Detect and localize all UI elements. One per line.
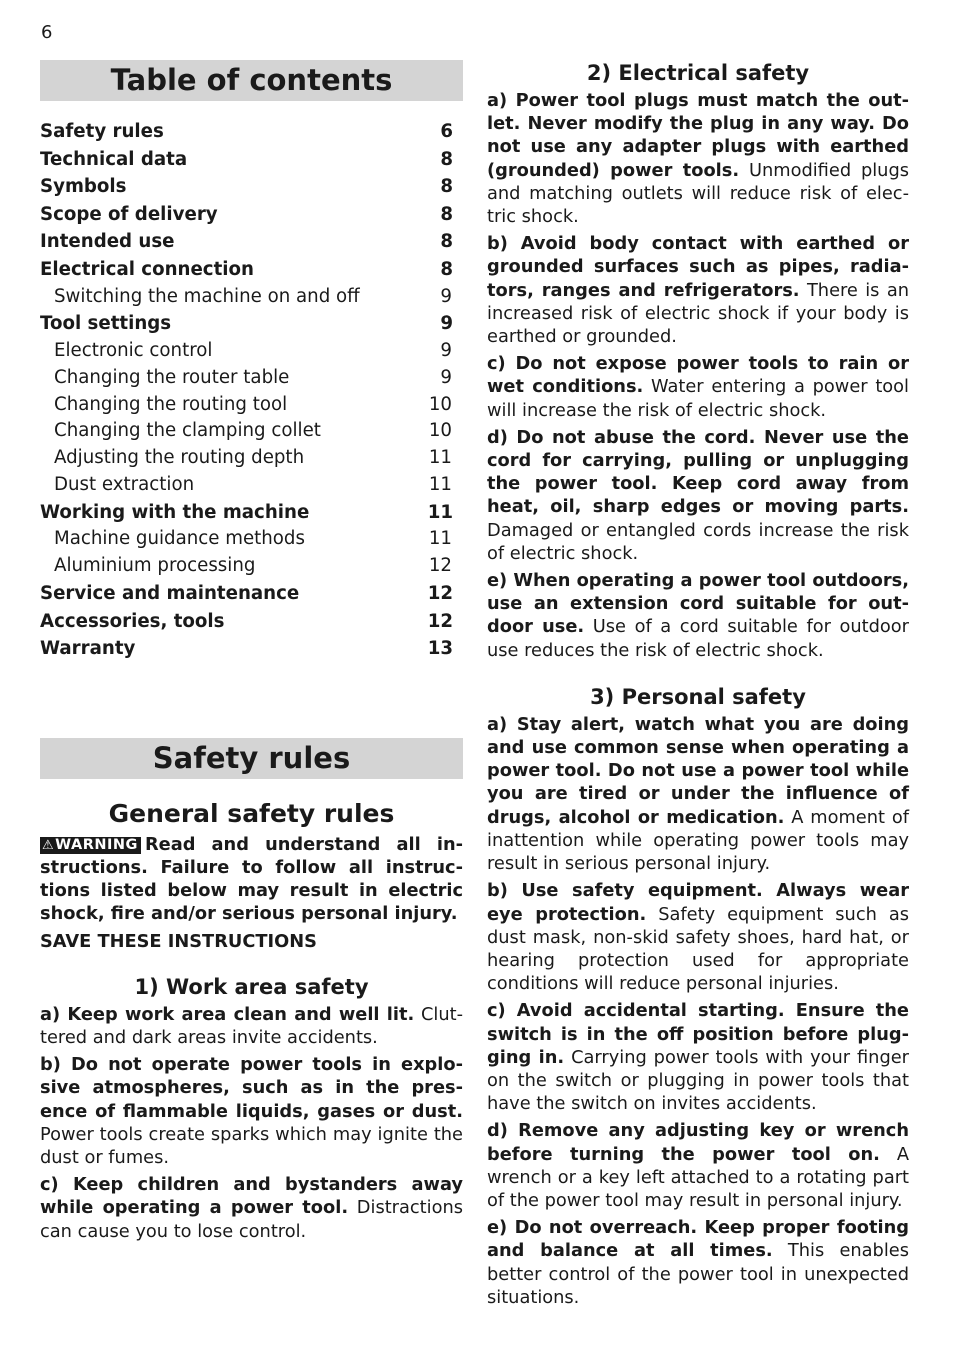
toc-subentry[interactable] bbox=[40, 445, 463, 472]
toc-entry-title: Service and maintenance bbox=[40, 582, 300, 604]
toc-subentry[interactable] bbox=[40, 526, 463, 553]
toc-subentry[interactable] bbox=[40, 365, 463, 392]
toc-entry-page: 11 bbox=[428, 528, 452, 550]
toc-entry[interactable] bbox=[40, 201, 463, 229]
toc-entry[interactable] bbox=[40, 580, 463, 608]
toc-entry-page: 6 bbox=[440, 121, 453, 142]
rule-bold: b) Do not operate power tools in explosive atmospheres, such as in the presence of flammable liquids, gases or dust. bbox=[40, 1054, 463, 1122]
rule-text: Cluttered and dark areas invite accidents. bbox=[40, 1003, 463, 1048]
toc-entry-title: Changing the clamping collet bbox=[54, 420, 321, 442]
rule-text: Unmodified plugs and matching outlets will reduce risk of electric shock. bbox=[487, 159, 909, 228]
rule-bold: a) Keep work area clean and well lit. bbox=[40, 1003, 415, 1025]
rule-text: Safety equipment such as dust mask, non-skid safety shoes, hard hat, or hearing protection used for appropriate conditions will reduce personal injuries. bbox=[487, 903, 909, 995]
rule-bold: c) Avoid accidental starting. Ensure the switch is in the off position before plugging in. bbox=[487, 1000, 909, 1068]
toc-title: Table of contents bbox=[40, 60, 463, 101]
rule-item bbox=[487, 999, 909, 1115]
toc-subentry[interactable] bbox=[40, 284, 463, 311]
toc-entry-page: 10 bbox=[428, 393, 452, 415]
toc-entry[interactable] bbox=[40, 118, 463, 146]
save-instructions bbox=[40, 930, 463, 953]
toc-entry[interactable] bbox=[40, 635, 463, 663]
toc-entry-title: Warranty bbox=[40, 638, 136, 660]
warning-badge bbox=[40, 837, 141, 854]
rule-item bbox=[40, 1173, 463, 1243]
rule-item bbox=[487, 1119, 909, 1212]
toc-entry[interactable] bbox=[40, 256, 463, 284]
toc-entry-page: 8 bbox=[440, 148, 453, 170]
warning-triangle-icon: ⚠ bbox=[42, 837, 55, 853]
rule-text: This enables better control of the power tool in unexpected situations. bbox=[487, 1240, 909, 1308]
rule-bold: a) Stay alert, watch what you are doing and use common sense when operating a power tool. Do not use a power tool while you are tired or under the influence of drugs, alcohol or medication. bbox=[487, 713, 909, 828]
toc-entry-page: 12 bbox=[428, 555, 452, 577]
toc-subentry[interactable] bbox=[40, 553, 463, 580]
rule-text: Distractions can cause you to lose control. bbox=[40, 1197, 463, 1242]
page-number: 6 bbox=[41, 22, 53, 43]
rule-bold: d) Remove any adjusting key or wrench before turning the power tool on. bbox=[487, 1120, 909, 1165]
rule-item bbox=[487, 89, 909, 228]
rule-bold: d) Do not abuse the cord. Never use the cord for carrying, pulling or unplugging the power tool. Keep cord away from heat, oil, sharp edges or moving parts. bbox=[487, 426, 909, 518]
toc-entry-title: Safety rules bbox=[40, 121, 164, 142]
toc-subentry[interactable] bbox=[40, 392, 463, 419]
rule-item bbox=[487, 426, 909, 565]
toc-entry[interactable] bbox=[40, 310, 463, 338]
toc-entry-page: 8 bbox=[440, 231, 453, 253]
toc-entry-page: 9 bbox=[440, 285, 452, 307]
toc-subentry[interactable] bbox=[40, 338, 463, 365]
rule-item bbox=[487, 232, 909, 348]
rule-text: Carrying power tools with your finger on the switch or plugging in power tools that have the switch on invites accidents. bbox=[487, 1046, 909, 1115]
toc-entry-title: Symbols bbox=[40, 176, 127, 198]
section-heading-electrical: 2) Electrical safety bbox=[586, 61, 810, 85]
toc-entry-title: Adjusting the routing depth bbox=[54, 447, 305, 469]
rule-item bbox=[487, 713, 909, 875]
right-column bbox=[487, 60, 909, 1309]
toc-entry[interactable] bbox=[40, 173, 463, 201]
toc-entry-title: Dust extraction bbox=[54, 473, 195, 495]
toc-entry-page: 8 bbox=[440, 203, 453, 225]
save-text: SAVE THESE INSTRUCTIONS bbox=[40, 930, 317, 952]
section-heading-work-area: 1) Work area safety bbox=[134, 974, 369, 999]
rule-item bbox=[487, 879, 909, 995]
rule-text: There is an increased risk of electric shock if your body is earthed or grounded. bbox=[487, 279, 909, 348]
toc-entry-page: 10 bbox=[428, 420, 452, 442]
warning-paragraph bbox=[40, 833, 463, 926]
toc-entry-title: Machine guidance methods bbox=[54, 528, 305, 550]
rule-item bbox=[40, 1003, 463, 1049]
section-heading-personal: 3) Personal safety bbox=[590, 684, 806, 709]
toc-subentry[interactable] bbox=[40, 418, 463, 445]
rule-bold: e) When operating a power tool outdoors, use an extension cord suitable for outdoor use. bbox=[487, 570, 909, 638]
warning-text: Read and understand all instructions. Failure to follow all instructions listed below may result in electric shock, fire and/or serious personal injury. bbox=[40, 833, 463, 925]
toc-entry-title: Switching the machine on and off bbox=[54, 285, 360, 307]
rule-bold: c) Do not expose power tools to rain or wet conditions. bbox=[487, 353, 909, 398]
rule-bold: e) Do not overreach. Keep proper footing and balance at all times. bbox=[487, 1217, 909, 1262]
general-safety-heading: General safety rules bbox=[108, 798, 395, 828]
rule-bold: a) Power tool plugs must match the outlet. Never modify the plug in any way. Do not use any adapter plugs with earthed (grounded) power tools. bbox=[487, 90, 909, 181]
toc-subentry[interactable] bbox=[40, 472, 463, 499]
toc-entry-title: Intended use bbox=[40, 231, 175, 253]
rule-text: Water entering a power tool will increase the risk of electric shock. bbox=[487, 376, 909, 421]
rule-text: Use of a cord suitable for outdoor use reduces the risk of electric shock. bbox=[487, 616, 909, 661]
rule-item bbox=[487, 569, 909, 662]
toc-entry-page: 11 bbox=[427, 501, 453, 523]
toc-entry[interactable] bbox=[40, 228, 463, 256]
rule-item bbox=[487, 1216, 909, 1309]
left-column bbox=[40, 60, 463, 1243]
toc-list bbox=[40, 118, 463, 663]
toc-entry-page: 13 bbox=[427, 638, 453, 660]
toc-entry-title: Technical data bbox=[40, 148, 188, 170]
toc-entry-title: Electronic control bbox=[54, 339, 213, 361]
toc-entry[interactable] bbox=[40, 608, 463, 636]
toc-entry-page: 8 bbox=[440, 176, 453, 198]
toc-entry-page: 11 bbox=[428, 447, 452, 469]
rule-bold: c) Keep children and bystanders away while operating a power tool. bbox=[40, 1174, 463, 1219]
toc-entry-title: Electrical connection bbox=[40, 258, 254, 280]
toc-entry-page: 11 bbox=[428, 473, 452, 495]
toc-entry[interactable] bbox=[40, 146, 463, 174]
rule-text: Power tools create sparks which may ignite the dust or fumes. bbox=[40, 1123, 463, 1168]
rule-bold: b) Avoid body contact with earthed or grounded surfaces such as pipes, radiators, ranges and refrigerators. bbox=[487, 233, 909, 301]
toc-entry-page: 12 bbox=[427, 582, 453, 604]
safety-rules-banner: Safety rules bbox=[40, 738, 463, 779]
toc-entry-title: Working with the machine bbox=[40, 501, 310, 523]
toc-entry-page: 9 bbox=[440, 313, 453, 335]
toc-entry-page: 9 bbox=[440, 366, 452, 388]
toc-entry-title: Changing the routing tool bbox=[54, 393, 288, 415]
toc-entry-title: Accessories, tools bbox=[40, 610, 225, 632]
toc-entry-page: 9 bbox=[440, 339, 452, 361]
toc-entry-page: 12 bbox=[427, 610, 453, 632]
toc-entry-page: 8 bbox=[440, 258, 453, 280]
rule-text: A wrench or a key left attached to a rotating part of the power tool may result in personal injury. bbox=[487, 1143, 909, 1211]
toc-entry[interactable] bbox=[40, 499, 463, 527]
rule-bold: b) Use safety equipment. Always wear eye protection. bbox=[487, 880, 909, 925]
rule-text: Damaged or entangled cords increase the risk of electric shock. bbox=[487, 519, 909, 564]
rule-item bbox=[40, 1053, 463, 1169]
toc-entry-title: Aluminium processing bbox=[54, 555, 256, 577]
toc-entry-title: Tool settings bbox=[40, 313, 172, 335]
rule-text: A moment of inattention while operating power tools may result in serious personal injury. bbox=[487, 806, 909, 875]
rule-item bbox=[487, 352, 909, 422]
toc-entry-title: Changing the router table bbox=[54, 366, 290, 388]
warning-label: WARNING bbox=[55, 836, 138, 853]
toc-entry-title: Scope of delivery bbox=[40, 203, 218, 225]
